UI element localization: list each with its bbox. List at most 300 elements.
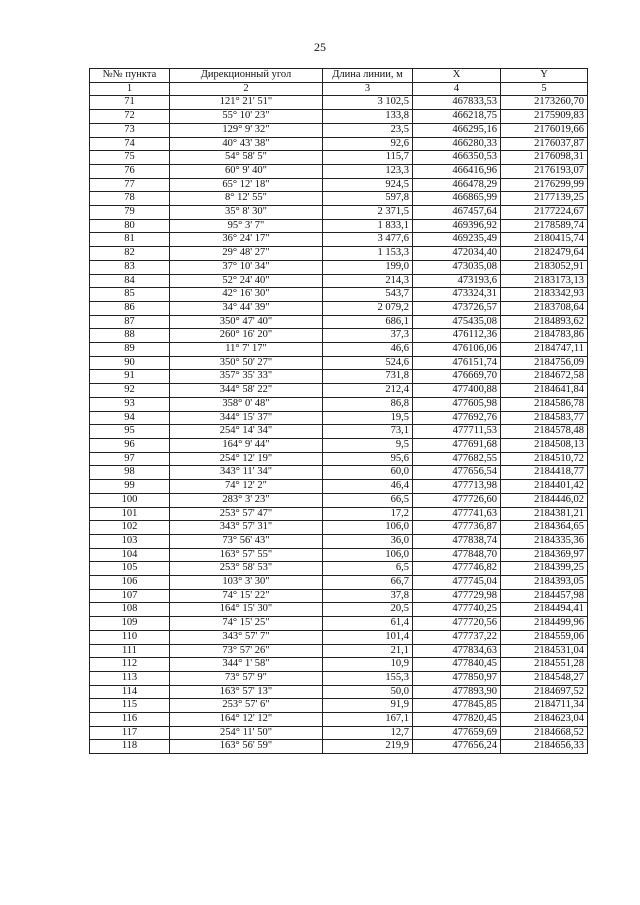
cell-point-number: 72 [90, 110, 170, 124]
table-row [90, 548, 588, 562]
cell-line-length: 91,9 [323, 699, 413, 713]
cell-direction-angle: 103° 3' 30" [170, 576, 323, 590]
cell-y: 2184783,86 [501, 329, 588, 343]
table-row [90, 384, 588, 398]
cell-line-length: 46,6 [323, 343, 413, 357]
table-row [90, 247, 588, 261]
cell-point-number: 95 [90, 425, 170, 439]
cell-x: 466350,53 [413, 151, 501, 165]
cell-point-number: 109 [90, 617, 170, 631]
cell-y: 2176299,99 [501, 178, 588, 192]
cell-y: 2183342,93 [501, 288, 588, 302]
cell-direction-angle: 73° 57' 9" [170, 671, 323, 685]
cell-line-length: 106,0 [323, 548, 413, 562]
cell-direction-angle: 74° 12' 2" [170, 480, 323, 494]
cell-line-length: 50,0 [323, 685, 413, 699]
cell-point-number: 77 [90, 178, 170, 192]
cell-point-number: 106 [90, 576, 170, 590]
table-row [90, 425, 588, 439]
cell-line-length: 66,5 [323, 493, 413, 507]
cell-y: 2184399,25 [501, 562, 588, 576]
cell-point-number: 107 [90, 589, 170, 603]
cell-direction-angle: 343° 57' 31" [170, 521, 323, 535]
cell-line-length: 524,6 [323, 356, 413, 370]
cell-point-number: 99 [90, 480, 170, 494]
cell-direction-angle: 42° 16' 30" [170, 288, 323, 302]
table-row [90, 164, 588, 178]
cell-point-number: 90 [90, 356, 170, 370]
cell-x: 477726,60 [413, 493, 501, 507]
cell-y: 2183708,64 [501, 301, 588, 315]
cell-y: 2184446,02 [501, 493, 588, 507]
table-row [90, 151, 588, 165]
cell-point-number: 110 [90, 630, 170, 644]
cell-direction-angle: 11° 7' 17" [170, 343, 323, 357]
cell-x: 466295,16 [413, 123, 501, 137]
cell-line-length: 86,8 [323, 397, 413, 411]
cell-x: 476151,74 [413, 356, 501, 370]
page-number: 25 [314, 40, 326, 54]
cell-direction-angle: 121° 21' 51" [170, 96, 323, 110]
cell-direction-angle: 95° 3' 7" [170, 219, 323, 233]
cell-x: 467833,53 [413, 96, 501, 110]
cell-x: 477656,54 [413, 466, 501, 480]
cell-x: 477656,24 [413, 740, 501, 754]
cell-direction-angle: 343° 11' 34" [170, 466, 323, 480]
table-row [90, 137, 588, 151]
cell-y: 2184756,09 [501, 356, 588, 370]
cell-line-length: 23,5 [323, 123, 413, 137]
table-row [90, 740, 588, 754]
cell-line-length: 66,7 [323, 576, 413, 590]
cell-line-length: 17,2 [323, 507, 413, 521]
cell-y: 2183173,13 [501, 274, 588, 288]
cell-direction-angle: 73° 57' 26" [170, 644, 323, 658]
cell-point-number: 76 [90, 164, 170, 178]
cell-direction-angle: 34° 44' 39" [170, 301, 323, 315]
cell-direction-angle: 40° 43' 38" [170, 137, 323, 151]
cell-x: 473035,08 [413, 260, 501, 274]
table-row [90, 726, 588, 740]
table-row [90, 219, 588, 233]
cell-point-number: 74 [90, 137, 170, 151]
cell-point-number: 80 [90, 219, 170, 233]
cell-x: 477834,63 [413, 644, 501, 658]
cell-y: 2184494,41 [501, 603, 588, 617]
cell-point-number: 85 [90, 288, 170, 302]
table-row [90, 576, 588, 590]
cell-y: 2176098,31 [501, 151, 588, 165]
cell-point-number: 114 [90, 685, 170, 699]
cell-direction-angle: 253° 58' 53" [170, 562, 323, 576]
table-row [90, 466, 588, 480]
cell-y: 2184559,06 [501, 630, 588, 644]
table-row [90, 493, 588, 507]
cell-line-length: 731,8 [323, 370, 413, 384]
cell-y: 2184672,58 [501, 370, 588, 384]
cell-line-length: 101,4 [323, 630, 413, 644]
table-row [90, 480, 588, 494]
cell-y: 2176193,07 [501, 164, 588, 178]
cell-x: 477736,87 [413, 521, 501, 535]
cell-x: 473726,57 [413, 301, 501, 315]
cell-y: 2184381,21 [501, 507, 588, 521]
cell-point-number: 96 [90, 438, 170, 452]
table-row [90, 617, 588, 631]
table-row [90, 356, 588, 370]
cell-y: 2184656,33 [501, 740, 588, 754]
cell-x: 477720,56 [413, 617, 501, 631]
cell-point-number: 105 [90, 562, 170, 576]
cell-x: 477659,69 [413, 726, 501, 740]
cell-line-length: 123,3 [323, 164, 413, 178]
cell-x: 477840,45 [413, 658, 501, 672]
table-row [90, 178, 588, 192]
cell-point-number: 103 [90, 534, 170, 548]
table-row [90, 685, 588, 699]
cell-line-length: 61,4 [323, 617, 413, 631]
column-index: 2 [170, 82, 323, 96]
cell-point-number: 92 [90, 384, 170, 398]
cell-x: 472034,40 [413, 247, 501, 261]
table-row [90, 260, 588, 274]
cell-point-number: 93 [90, 397, 170, 411]
cell-y: 2184364,65 [501, 521, 588, 535]
cell-direction-angle: 129° 9' 32" [170, 123, 323, 137]
cell-point-number: 100 [90, 493, 170, 507]
table-row [90, 562, 588, 576]
cell-x: 477729,98 [413, 589, 501, 603]
cell-line-length: 219,9 [323, 740, 413, 754]
cell-direction-angle: 254° 11' 50" [170, 726, 323, 740]
cell-direction-angle: 253° 57' 6" [170, 699, 323, 713]
cell-y: 2184551,28 [501, 658, 588, 672]
cell-line-length: 37,8 [323, 589, 413, 603]
table-row [90, 603, 588, 617]
cell-y: 2173260,70 [501, 96, 588, 110]
table-row [90, 713, 588, 727]
cell-line-length: 10,9 [323, 658, 413, 672]
cell-y: 2184747,11 [501, 343, 588, 357]
cell-x: 466416,96 [413, 164, 501, 178]
cell-x: 477848,70 [413, 548, 501, 562]
cell-x: 473193,6 [413, 274, 501, 288]
table-row [90, 397, 588, 411]
cell-point-number: 91 [90, 370, 170, 384]
cell-y: 2184548,27 [501, 671, 588, 685]
cell-x: 476669,70 [413, 370, 501, 384]
table-body [90, 82, 588, 753]
cell-line-length: 46,4 [323, 480, 413, 494]
cell-point-number: 116 [90, 713, 170, 727]
cell-line-length: 106,0 [323, 521, 413, 535]
cell-direction-angle: 55° 10' 23" [170, 110, 323, 124]
cell-line-length: 214,3 [323, 274, 413, 288]
cell-y: 2184401,42 [501, 480, 588, 494]
cell-y: 2184457,98 [501, 589, 588, 603]
cell-x: 477737,22 [413, 630, 501, 644]
cell-direction-angle: 35° 8' 30" [170, 206, 323, 220]
cell-x: 475435,08 [413, 315, 501, 329]
column-index-row [90, 82, 588, 96]
cell-direction-angle: 254° 14' 34" [170, 425, 323, 439]
cell-x: 473324,31 [413, 288, 501, 302]
cell-x: 477845,85 [413, 699, 501, 713]
cell-y: 2184531,04 [501, 644, 588, 658]
cell-y: 2184499,96 [501, 617, 588, 631]
cell-line-length: 199,0 [323, 260, 413, 274]
cell-y: 2184668,52 [501, 726, 588, 740]
cell-direction-angle: 350° 50' 27" [170, 356, 323, 370]
cell-line-length: 20,5 [323, 603, 413, 617]
table-header-row [90, 69, 588, 83]
column-index: 4 [413, 82, 501, 96]
cell-line-length: 9,5 [323, 438, 413, 452]
cell-point-number: 71 [90, 96, 170, 110]
cell-direction-angle: 65° 12' 18" [170, 178, 323, 192]
cell-line-length: 60,0 [323, 466, 413, 480]
table-row [90, 315, 588, 329]
cell-direction-angle: 8° 12' 55" [170, 192, 323, 206]
cell-direction-angle: 358° 0' 48" [170, 397, 323, 411]
table-row [90, 630, 588, 644]
table-row [90, 411, 588, 425]
cell-x: 466280,33 [413, 137, 501, 151]
table-row [90, 370, 588, 384]
cell-y: 2184418,77 [501, 466, 588, 480]
table-row [90, 658, 588, 672]
cell-line-length: 95,6 [323, 452, 413, 466]
cell-line-length: 1 153,3 [323, 247, 413, 261]
cell-point-number: 81 [90, 233, 170, 247]
table-row [90, 438, 588, 452]
cell-line-length: 21,1 [323, 644, 413, 658]
cell-point-number: 113 [90, 671, 170, 685]
cell-y: 2184335,36 [501, 534, 588, 548]
cell-direction-angle: 164° 12' 12" [170, 713, 323, 727]
cell-direction-angle: 54° 58' 5" [170, 151, 323, 165]
cell-x: 477838,74 [413, 534, 501, 548]
cell-direction-angle: 74° 15' 25" [170, 617, 323, 631]
cell-x: 477740,25 [413, 603, 501, 617]
cell-direction-angle: 29° 48' 27" [170, 247, 323, 261]
cell-direction-angle: 163° 57' 13" [170, 685, 323, 699]
table-row [90, 233, 588, 247]
cell-y: 2184623,04 [501, 713, 588, 727]
table-row [90, 301, 588, 315]
cell-line-length: 212,4 [323, 384, 413, 398]
cell-point-number: 111 [90, 644, 170, 658]
table-row [90, 192, 588, 206]
cell-direction-angle: 344° 1' 58" [170, 658, 323, 672]
cell-direction-angle: 163° 56' 59" [170, 740, 323, 754]
table-row [90, 96, 588, 110]
table-row [90, 589, 588, 603]
cell-x: 477893,90 [413, 685, 501, 699]
cell-x: 469235,49 [413, 233, 501, 247]
cell-point-number: 104 [90, 548, 170, 562]
cell-direction-angle: 74° 15' 22" [170, 589, 323, 603]
cell-point-number: 75 [90, 151, 170, 165]
cell-line-length: 155,3 [323, 671, 413, 685]
cell-x: 476112,36 [413, 329, 501, 343]
cell-point-number: 101 [90, 507, 170, 521]
cell-point-number: 73 [90, 123, 170, 137]
cell-y: 2184641,84 [501, 384, 588, 398]
cell-direction-angle: 254° 12' 19" [170, 452, 323, 466]
table-row [90, 274, 588, 288]
cell-line-length: 2 371,5 [323, 206, 413, 220]
cell-x: 477682,55 [413, 452, 501, 466]
cell-direction-angle: 350° 47' 40" [170, 315, 323, 329]
cell-direction-angle: 164° 15' 30" [170, 603, 323, 617]
cell-direction-angle: 60° 9' 40" [170, 164, 323, 178]
cell-x: 477605,98 [413, 397, 501, 411]
cell-line-length: 36,0 [323, 534, 413, 548]
cell-point-number: 82 [90, 247, 170, 261]
table-row [90, 507, 588, 521]
cell-direction-angle: 344° 15' 37" [170, 411, 323, 425]
table-row [90, 671, 588, 685]
header-y: Y [501, 69, 588, 83]
cell-point-number: 86 [90, 301, 170, 315]
column-index: 5 [501, 82, 588, 96]
column-index: 1 [90, 82, 170, 96]
table-row [90, 123, 588, 137]
table-row [90, 288, 588, 302]
cell-y: 2177224,67 [501, 206, 588, 220]
cell-line-length: 597,8 [323, 192, 413, 206]
cell-x: 466865,99 [413, 192, 501, 206]
table-row [90, 534, 588, 548]
cell-point-number: 108 [90, 603, 170, 617]
cell-point-number: 98 [90, 466, 170, 480]
cell-y: 2183052,91 [501, 260, 588, 274]
cell-y: 2184697,52 [501, 685, 588, 699]
cell-y: 2184583,77 [501, 411, 588, 425]
cell-point-number: 115 [90, 699, 170, 713]
table-row [90, 452, 588, 466]
cell-line-length: 73,1 [323, 425, 413, 439]
cell-direction-angle: 37° 10' 34" [170, 260, 323, 274]
cell-x: 477850,97 [413, 671, 501, 685]
table-row [90, 644, 588, 658]
cell-line-length: 6,5 [323, 562, 413, 576]
cell-direction-angle: 52° 24' 40" [170, 274, 323, 288]
cell-direction-angle: 344° 58' 22" [170, 384, 323, 398]
table-row [90, 329, 588, 343]
cell-line-length: 12,7 [323, 726, 413, 740]
cell-line-length: 115,7 [323, 151, 413, 165]
header-point-number: №№ пункта [90, 69, 170, 83]
cell-direction-angle: 283° 3' 23" [170, 493, 323, 507]
cell-x: 466478,29 [413, 178, 501, 192]
cell-point-number: 78 [90, 192, 170, 206]
cell-line-length: 133,8 [323, 110, 413, 124]
cell-x: 477692,76 [413, 411, 501, 425]
cell-direction-angle: 163° 57' 55" [170, 548, 323, 562]
cell-point-number: 83 [90, 260, 170, 274]
table-row [90, 699, 588, 713]
cell-point-number: 102 [90, 521, 170, 535]
cell-line-length: 1 833,1 [323, 219, 413, 233]
cell-y: 2177139,25 [501, 192, 588, 206]
cell-y: 2184586,78 [501, 397, 588, 411]
cell-x: 467457,64 [413, 206, 501, 220]
cell-y: 2184578,48 [501, 425, 588, 439]
cell-y: 2184711,34 [501, 699, 588, 713]
cell-x: 476106,06 [413, 343, 501, 357]
cell-direction-angle: 73° 56' 43" [170, 534, 323, 548]
cell-direction-angle: 343° 57' 7" [170, 630, 323, 644]
cell-y: 2184369,97 [501, 548, 588, 562]
cell-x: 466218,75 [413, 110, 501, 124]
cell-point-number: 94 [90, 411, 170, 425]
cell-x: 477711,53 [413, 425, 501, 439]
cell-x: 477713,98 [413, 480, 501, 494]
cell-y: 2176019,66 [501, 123, 588, 137]
header-direction-angle: Дирекционный угол [170, 69, 323, 83]
cell-x: 477691,68 [413, 438, 501, 452]
cell-y: 2184510,72 [501, 452, 588, 466]
cell-point-number: 87 [90, 315, 170, 329]
cell-x: 477820,45 [413, 713, 501, 727]
cell-point-number: 79 [90, 206, 170, 220]
cell-point-number: 118 [90, 740, 170, 754]
cell-line-length: 2 079,2 [323, 301, 413, 315]
cell-point-number: 117 [90, 726, 170, 740]
cell-point-number: 112 [90, 658, 170, 672]
cell-line-length: 167,1 [323, 713, 413, 727]
table-row [90, 206, 588, 220]
cell-y: 2182479,64 [501, 247, 588, 261]
cell-point-number: 84 [90, 274, 170, 288]
header-line-length: Длина линии, м [323, 69, 413, 83]
cell-y: 2184893,62 [501, 315, 588, 329]
table-row [90, 521, 588, 535]
cell-x: 477741,63 [413, 507, 501, 521]
cell-line-length: 19,5 [323, 411, 413, 425]
cell-point-number: 89 [90, 343, 170, 357]
cell-direction-angle: 260° 16' 20" [170, 329, 323, 343]
column-index: 3 [323, 82, 413, 96]
cell-line-length: 543,7 [323, 288, 413, 302]
coordinates-table [89, 68, 588, 754]
cell-y: 2184393,05 [501, 576, 588, 590]
cell-y: 2180415,74 [501, 233, 588, 247]
cell-line-length: 92,6 [323, 137, 413, 151]
cell-direction-angle: 164° 9' 44" [170, 438, 323, 452]
cell-direction-angle: 36° 24' 17" [170, 233, 323, 247]
cell-direction-angle: 357° 35' 33" [170, 370, 323, 384]
cell-x: 477745,04 [413, 576, 501, 590]
cell-direction-angle: 253° 57' 47" [170, 507, 323, 521]
cell-point-number: 97 [90, 452, 170, 466]
cell-point-number: 88 [90, 329, 170, 343]
table-row [90, 110, 588, 124]
header-x: X [413, 69, 501, 83]
cell-y: 2184508,13 [501, 438, 588, 452]
cell-line-length: 686,1 [323, 315, 413, 329]
cell-line-length: 3 477,6 [323, 233, 413, 247]
cell-line-length: 924,5 [323, 178, 413, 192]
cell-x: 477400,88 [413, 384, 501, 398]
cell-x: 477746,82 [413, 562, 501, 576]
cell-y: 2176037,87 [501, 137, 588, 151]
cell-line-length: 3 102,5 [323, 96, 413, 110]
cell-y: 2175909,83 [501, 110, 588, 124]
cell-y: 2178589,74 [501, 219, 588, 233]
